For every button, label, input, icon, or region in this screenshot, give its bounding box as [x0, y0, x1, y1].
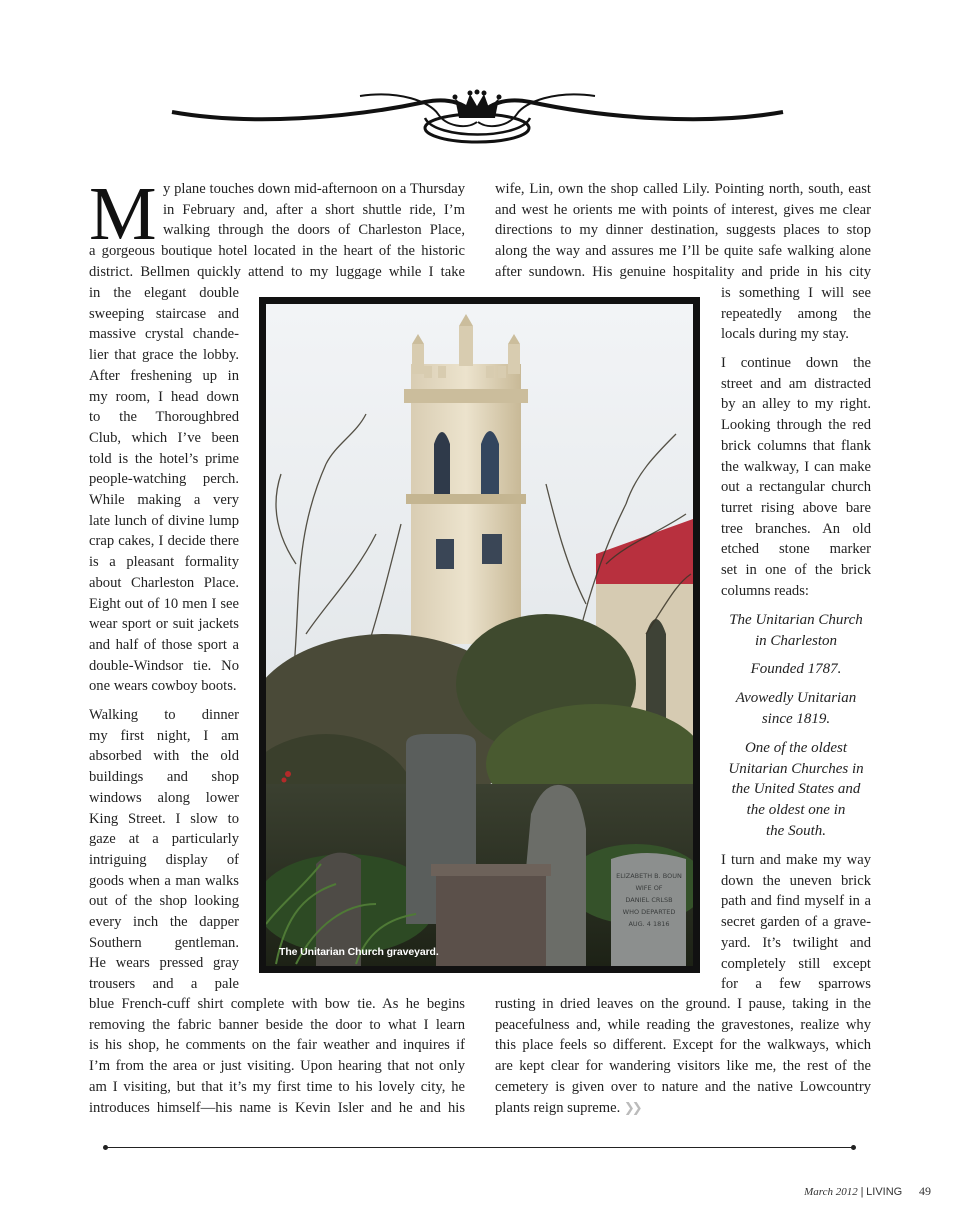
text-line: goods when a man walks [89, 872, 239, 889]
headstone-text: DANIEL CRLSB [625, 896, 673, 904]
text-line: Eight out of 10 men I see [89, 595, 239, 612]
text-line: Southern gentleman. [89, 934, 239, 951]
text-line: After freshening up in [89, 367, 239, 384]
bottom-rule [106, 1147, 854, 1148]
quote-line: the oldest one in [746, 802, 846, 819]
text-line: completely still except [721, 955, 871, 972]
page-footer [804, 1184, 931, 1199]
text-line: removing the fabric banner beside the door to what I learn [89, 1016, 465, 1033]
text-line: absorbed with the old [89, 748, 239, 765]
text-line: etched stone marker [721, 541, 871, 558]
text-line: tree branches. An old [721, 520, 871, 537]
text-line: introduces himself—his name is Kevin Isler and he and his [89, 1099, 465, 1116]
text-line: out a rectangular church [721, 479, 871, 496]
text-line: in February and, after a short shuttle ride, I’m [163, 201, 465, 218]
text-line: wear sport or suit jackets [89, 616, 239, 633]
text-line: trousers and a pale [89, 976, 239, 993]
photo-caption: The Unitarian Church graveyard. [279, 946, 439, 958]
rule-end-dot [851, 1145, 856, 1150]
headstone-text: WHO DEPARTED [622, 908, 676, 916]
text-line: to the Thoroughbred [89, 409, 239, 426]
text-line: out of the shop looking [89, 893, 239, 910]
text-line: Looking through the red [721, 417, 871, 434]
text-line: plants reign supreme. [495, 1100, 621, 1116]
text-line: and west he orients me with points of interest, gives me clear [495, 201, 871, 218]
text-line: directions to my dinner destination, suggests places to stop [495, 222, 871, 239]
text-line: along the way and assures me I’ll be quite safe walking alone [495, 243, 871, 260]
text-line: one wears cowboy boots. [89, 678, 237, 695]
text-line: Club, which I’ve been [89, 429, 239, 446]
text-line: locals during my stay. [721, 326, 849, 343]
church-graveyard-photo [266, 304, 693, 966]
section-name: LIVING [866, 1186, 903, 1198]
text-line: street and am distracted [721, 375, 871, 392]
text-line: y plane touches down mid-afternoon on a Thursday [163, 181, 465, 197]
text-line: every inch the dapper [89, 914, 239, 931]
drop-cap: M [89, 172, 157, 256]
text-line: late lunch of divine lump [89, 512, 239, 529]
text-line: buildings and shop [89, 769, 239, 786]
text-line: are kept clear for wandering visitors like me, the rest of the [495, 1058, 871, 1075]
col1-paragraph-1 [89, 283, 239, 697]
text-line: sweeping staircase and [89, 305, 239, 322]
quote-line: the United States and [731, 781, 861, 798]
text-line: down the uneven brick [721, 872, 871, 889]
quote-church-name [720, 610, 872, 651]
text-line: walking through the doors of Charleston Place, [163, 222, 465, 239]
issue-date: March 2012 [804, 1186, 858, 1198]
text-line: people-watching perch. [89, 471, 239, 488]
text-line: blue French-cuff shirt complete with bow tie. As he begins [89, 996, 465, 1012]
col2-paragraph-3 [721, 850, 871, 995]
quote-founded [720, 659, 872, 680]
text-line: is something I will see [721, 285, 871, 301]
text-line: secret garden of a grave- [721, 914, 871, 931]
text-line: massive crystal chande- [89, 326, 239, 343]
quote-line: Avowedly Unitarian [735, 690, 857, 706]
quote-oldest [720, 738, 872, 842]
text-line: I continue down the [721, 355, 871, 371]
text-line: crap cakes, I decide there [89, 533, 239, 550]
text-line: While making a very [89, 492, 239, 509]
col2-paragraph-1 [721, 283, 871, 345]
quote-line: Unitarian Churches in [728, 760, 864, 777]
text-line: this place feels so different. Except for the walkways, which [495, 1037, 871, 1054]
quote-line: Founded 1787. [750, 661, 842, 677]
col1-full-width [89, 241, 465, 282]
quote-line: The Unitarian Church [729, 612, 863, 628]
quote-line: the South. [766, 822, 826, 839]
quote-line: since 1819. [761, 710, 831, 727]
text-line: is his shop, he comments on the fair weather and inquires if [89, 1037, 465, 1054]
page-number: 49 [919, 1184, 931, 1198]
col1-bottom [89, 994, 465, 1118]
text-line: is a pleasant formality [89, 554, 239, 571]
end-of-article-icon: ❯❯ [623, 1101, 640, 1116]
photo-frame [259, 297, 700, 973]
col2-top [495, 179, 871, 283]
text-line: peacefulness and, while reading the gravestones, realize why [495, 1016, 871, 1033]
text-line: lier that grace the lobby. [89, 347, 239, 364]
text-line: gaze at a particularly [89, 831, 239, 848]
text-line: He wears pressed gray [89, 955, 239, 972]
text-line: repeatedly among the [721, 305, 871, 322]
headstone-text: ELIZABETH B. BOUN [616, 872, 682, 880]
text-line: am I visiting, but that it’s my first time to his lovely city, he [89, 1078, 465, 1095]
text-line: after sundown. His genuine hospitality and pride in his city [495, 263, 871, 280]
col2-bottom [495, 994, 871, 1098]
rule-end-dot [103, 1145, 108, 1150]
quote-line: in Charleston [754, 632, 838, 649]
text-line: rusting in dried leaves on the ground. I pause, taking in the [495, 996, 871, 1012]
text-line: told is the hotel’s prime [89, 450, 239, 467]
text-line: Walking to dinner [89, 707, 239, 723]
text-line: cemetery is given over to nature and the native Lowcountry [495, 1078, 871, 1095]
text-line: in the elegant double [89, 285, 239, 301]
text-line: brick columns that flank [721, 437, 871, 454]
col2-paragraph-2 [721, 353, 871, 601]
text-line: wife, Lin, own the shop called Lily. Pointing north, south, east [495, 181, 871, 197]
text-line: intriguing display of [89, 851, 239, 868]
quote-avowedly [720, 688, 872, 729]
text-line: my room, I head down [89, 388, 239, 405]
text-line: windows along lower [89, 789, 239, 806]
text-line: I turn and make my way [721, 852, 871, 868]
church-graveyard-illustration [266, 304, 693, 966]
text-line: yard. It’s twilight and [721, 934, 871, 951]
col1-paragraph-2 [89, 705, 239, 995]
text-line: path and find myself in a [721, 893, 871, 910]
quote-line: One of the oldest [744, 740, 848, 756]
text-line: double-Windsor tie. No [89, 657, 239, 674]
text-line: I’m from the area or just visiting. Upon hearing that not only [89, 1058, 465, 1075]
headstone-text: AUG. 4 1816 [628, 920, 670, 928]
text-line: a gorgeous boutique hotel located in the heart of the historic [89, 243, 465, 259]
col1-opening [163, 179, 465, 241]
text-line: turret rising above bare [721, 499, 871, 516]
text-line: the walkway, I can make [721, 458, 871, 475]
text-line: columns reads: [721, 582, 809, 599]
col2-last-line [495, 1098, 640, 1120]
footer-separator: | [860, 1186, 864, 1198]
crown-ornament [170, 88, 785, 148]
text-line: King Street. I slow to [89, 810, 239, 827]
text-line: about Charleston Place. [89, 574, 239, 591]
headstone-text: WIFE OF [635, 884, 663, 892]
text-line: set in one of the brick [721, 562, 871, 579]
text-line: by an alley to my right. [721, 396, 871, 413]
text-line: and half of those sport a [89, 636, 239, 653]
text-line: my first night, I am [89, 727, 239, 744]
text-line: for a few sparrows [721, 976, 871, 993]
text-line: district. Bellmen quickly attend to my luggage while I take [89, 263, 465, 280]
